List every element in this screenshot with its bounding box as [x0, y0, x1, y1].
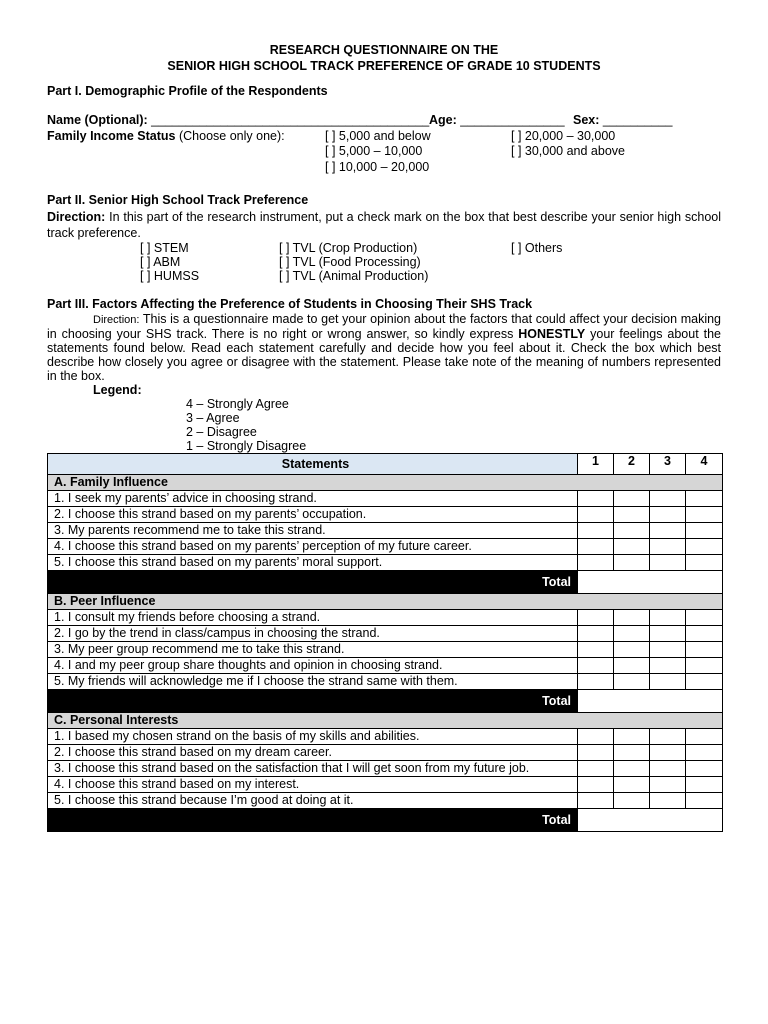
rating-box[interactable] — [578, 761, 614, 777]
sex-label: Sex: — [573, 113, 603, 127]
rating-box[interactable] — [650, 491, 686, 507]
statement-text: 1. I based my chosen strand on the basis of my skills and abilities. — [48, 729, 578, 745]
rating-box[interactable] — [686, 793, 723, 809]
rating-box[interactable] — [650, 642, 686, 658]
rating-box[interactable] — [686, 610, 723, 626]
table-body — [48, 475, 723, 832]
rating-box[interactable] — [650, 729, 686, 745]
table-header-row — [48, 454, 723, 475]
rating-box[interactable] — [686, 729, 723, 745]
table-row — [48, 539, 723, 555]
rating-box[interactable] — [686, 761, 723, 777]
rating-box[interactable] — [686, 658, 723, 674]
part3-direction — [47, 312, 721, 383]
track-option-tvl-food[interactable]: [ ] TVL (Food Processing) — [279, 255, 421, 269]
table-row — [48, 658, 723, 674]
legend-item: 1 – Strongly Disagree — [186, 439, 307, 453]
rating-box[interactable] — [650, 674, 686, 690]
section-header-row — [48, 475, 723, 491]
rating-box[interactable] — [578, 777, 614, 793]
table-row — [48, 507, 723, 523]
table-row — [48, 555, 723, 571]
rating-box[interactable] — [614, 761, 650, 777]
track-option-tvl-crop[interactable]: [ ] TVL (Crop Production) — [279, 241, 418, 255]
total-value-box[interactable] — [578, 571, 723, 594]
rating-box[interactable] — [650, 626, 686, 642]
sex-row — [573, 113, 672, 127]
rating-box[interactable] — [686, 626, 723, 642]
part3-heading: Part III. Factors Affecting the Preference of Students in Choosing Their SHS Track — [47, 297, 533, 311]
total-row — [48, 809, 723, 832]
statement-text: 5. My friends will acknowledge me if I choose the strand same with them. — [48, 674, 578, 690]
statement-text: 5. I choose this strand based on my parents’ moral support. — [48, 555, 578, 571]
rating-table — [47, 453, 723, 832]
total-row — [48, 571, 723, 594]
part3-direction-text-a: This is a questionnaire made to get your opinion about the factors that could affect your decision making in choosing your SHS track. There is no right or wrong answer, so kindly express — [47, 312, 721, 341]
legend-item: 3 – Agree — [186, 411, 240, 425]
statement-text: 3. I choose this strand based on the satisfaction that I will get soon from my future job. — [48, 761, 578, 777]
rating-box[interactable] — [614, 507, 650, 523]
income-option[interactable]: [ ] 5,000 and below — [325, 129, 431, 143]
age-label: Age: — [429, 113, 461, 127]
part3-direction-emphasis: HONESTLY — [518, 327, 586, 341]
title-line-1: RESEARCH QUESTIONNAIRE ON THE — [269, 43, 499, 57]
statement-text: 3. My parents recommend me to take this strand. — [48, 523, 578, 539]
part3-direction-text-b: your feelings about the statements found below. Read each statement carefully and decide how you feel about it. Check the box which best describe how closely you agree or disagree with the statement. Please take note of the meaning of numbers represented in the box. — [47, 327, 721, 383]
section-header-row — [48, 594, 723, 610]
rating-box[interactable] — [686, 777, 723, 793]
income-option[interactable]: [ ] 30,000 and above — [511, 144, 625, 158]
rating-box[interactable] — [614, 745, 650, 761]
table-row — [48, 610, 723, 626]
income-option[interactable]: [ ] 20,000 – 30,000 — [511, 129, 616, 143]
table-row — [48, 761, 723, 777]
rating-box[interactable] — [614, 555, 650, 571]
rating-box[interactable] — [614, 523, 650, 539]
rating-box[interactable] — [614, 642, 650, 658]
age-row — [429, 113, 565, 127]
table-row — [48, 523, 723, 539]
rating-box[interactable] — [578, 507, 614, 523]
rating-box[interactable] — [686, 642, 723, 658]
statements-header: Statements — [48, 454, 578, 475]
income-option[interactable]: [ ] 5,000 – 10,000 — [325, 144, 423, 158]
section-header-row — [48, 713, 723, 729]
table-row — [48, 674, 723, 690]
rating-box[interactable] — [650, 777, 686, 793]
rating-box[interactable] — [578, 729, 614, 745]
rating-box[interactable] — [578, 674, 614, 690]
track-option-tvl-animal[interactable]: [ ] TVL (Animal Production) — [279, 269, 429, 283]
legend-label: Legend: — [93, 383, 142, 397]
rating-box[interactable] — [578, 523, 614, 539]
rating-box[interactable] — [614, 491, 650, 507]
section-title: B. Peer Influence — [48, 594, 723, 610]
total-label: Total — [48, 571, 578, 594]
rating-box[interactable] — [686, 523, 723, 539]
rating-box[interactable] — [650, 793, 686, 809]
rating-box[interactable] — [578, 642, 614, 658]
statement-text: 3. My peer group recommend me to take this strand. — [48, 642, 578, 658]
rating-box[interactable] — [650, 555, 686, 571]
table-row — [48, 642, 723, 658]
rating-box[interactable] — [578, 610, 614, 626]
part2-direction-label: Direction: — [47, 210, 106, 224]
track-option-others[interactable]: [ ] Others — [511, 241, 563, 255]
legend-item: 2 – Disagree — [186, 425, 257, 439]
rating-box[interactable] — [650, 761, 686, 777]
track-option-humss[interactable]: [ ] HUMSS — [140, 269, 200, 283]
table-row — [48, 491, 723, 507]
rating-box[interactable] — [614, 610, 650, 626]
statement-text: 4. I and my peer group share thoughts and opinion in choosing strand. — [48, 658, 578, 674]
sex-field[interactable]: __________ — [602, 113, 673, 127]
table-row — [48, 793, 723, 809]
rating-box[interactable] — [686, 745, 723, 761]
name-row — [47, 113, 429, 127]
name-field[interactable]: ________________________________________ — [151, 113, 430, 127]
total-row — [48, 690, 723, 713]
section-title: C. Personal Interests — [48, 713, 723, 729]
table-row — [48, 745, 723, 761]
name-label: Name (Optional): — [47, 113, 152, 127]
track-option-abm[interactable]: [ ] ABM — [140, 255, 181, 269]
table-row — [48, 729, 723, 745]
rating-box[interactable] — [614, 674, 650, 690]
rating-box[interactable] — [614, 729, 650, 745]
track-option-stem[interactable]: [ ] STEM — [140, 241, 189, 255]
statement-text: 2. I choose this strand based on my dream career. — [48, 745, 578, 761]
total-value-box[interactable] — [578, 809, 723, 832]
part2-direction — [47, 209, 721, 241]
rating-box[interactable] — [686, 674, 723, 690]
statement-text: 5. I choose this strand because I’m good at doing at it. — [48, 793, 578, 809]
statement-text: 2. I go by the trend in class/campus in choosing the strand. — [48, 626, 578, 642]
part2-direction-text: In this part of the research instrument, put a check mark on the box that best describe your senior high school track preference. — [47, 210, 721, 240]
statement-text: 1. I consult my friends before choosing a strand. — [48, 610, 578, 626]
rating-box[interactable] — [578, 539, 614, 555]
income-note: (Choose only one): — [175, 129, 285, 143]
part3-direction-label: Direction: — [93, 314, 140, 326]
rating-box[interactable] — [650, 610, 686, 626]
rating-box[interactable] — [578, 555, 614, 571]
rating-box[interactable] — [578, 491, 614, 507]
rating-box[interactable] — [650, 658, 686, 674]
part1-heading: Part I. Demographic Profile of the Respondents — [47, 84, 328, 98]
rating-box[interactable] — [614, 793, 650, 809]
income-label-row — [47, 129, 285, 143]
statement-text: 4. I choose this strand based on my parents’ perception of my future career. — [48, 539, 578, 555]
section-title: A. Family Influence — [48, 475, 723, 491]
income-label: Family Income Status — [47, 129, 176, 143]
rating-box[interactable] — [614, 539, 650, 555]
scale-header-3: 3 — [650, 454, 686, 475]
statement-text: 4. I choose this strand based on my interest. — [48, 777, 578, 793]
rating-box[interactable] — [686, 507, 723, 523]
statement-text: 1. I seek my parents’ advice in choosing strand. — [48, 491, 578, 507]
total-label: Total — [48, 690, 578, 713]
rating-box[interactable] — [686, 539, 723, 555]
rating-box[interactable] — [578, 626, 614, 642]
rating-box[interactable] — [614, 658, 650, 674]
table-row — [48, 626, 723, 642]
title-line-2: SENIOR HIGH SCHOOL TRACK PREFERENCE OF GRADE 10 STUDENTS — [167, 59, 601, 73]
rating-box[interactable] — [578, 793, 614, 809]
part2-heading: Part II. Senior High School Track Preference — [47, 193, 309, 207]
income-option[interactable]: [ ] 10,000 – 20,000 — [325, 160, 430, 174]
rating-box[interactable] — [614, 777, 650, 793]
total-value-box[interactable] — [578, 690, 723, 713]
age-field[interactable]: _______________ — [460, 113, 565, 127]
scale-header-1: 1 — [578, 454, 614, 475]
table-row — [48, 777, 723, 793]
rating-box[interactable] — [686, 491, 723, 507]
rating-box[interactable] — [614, 626, 650, 642]
legend-item: 4 – Strongly Agree — [186, 397, 289, 411]
rating-box[interactable] — [686, 555, 723, 571]
rating-box[interactable] — [578, 745, 614, 761]
rating-box[interactable] — [650, 523, 686, 539]
rating-box[interactable] — [578, 658, 614, 674]
rating-box[interactable] — [650, 507, 686, 523]
rating-box[interactable] — [650, 539, 686, 555]
scale-header-4: 4 — [686, 454, 723, 475]
rating-box[interactable] — [650, 745, 686, 761]
scale-header-2: 2 — [614, 454, 650, 475]
statement-text: 2. I choose this strand based on my parents’ occupation. — [48, 507, 578, 523]
total-label: Total — [48, 809, 578, 832]
